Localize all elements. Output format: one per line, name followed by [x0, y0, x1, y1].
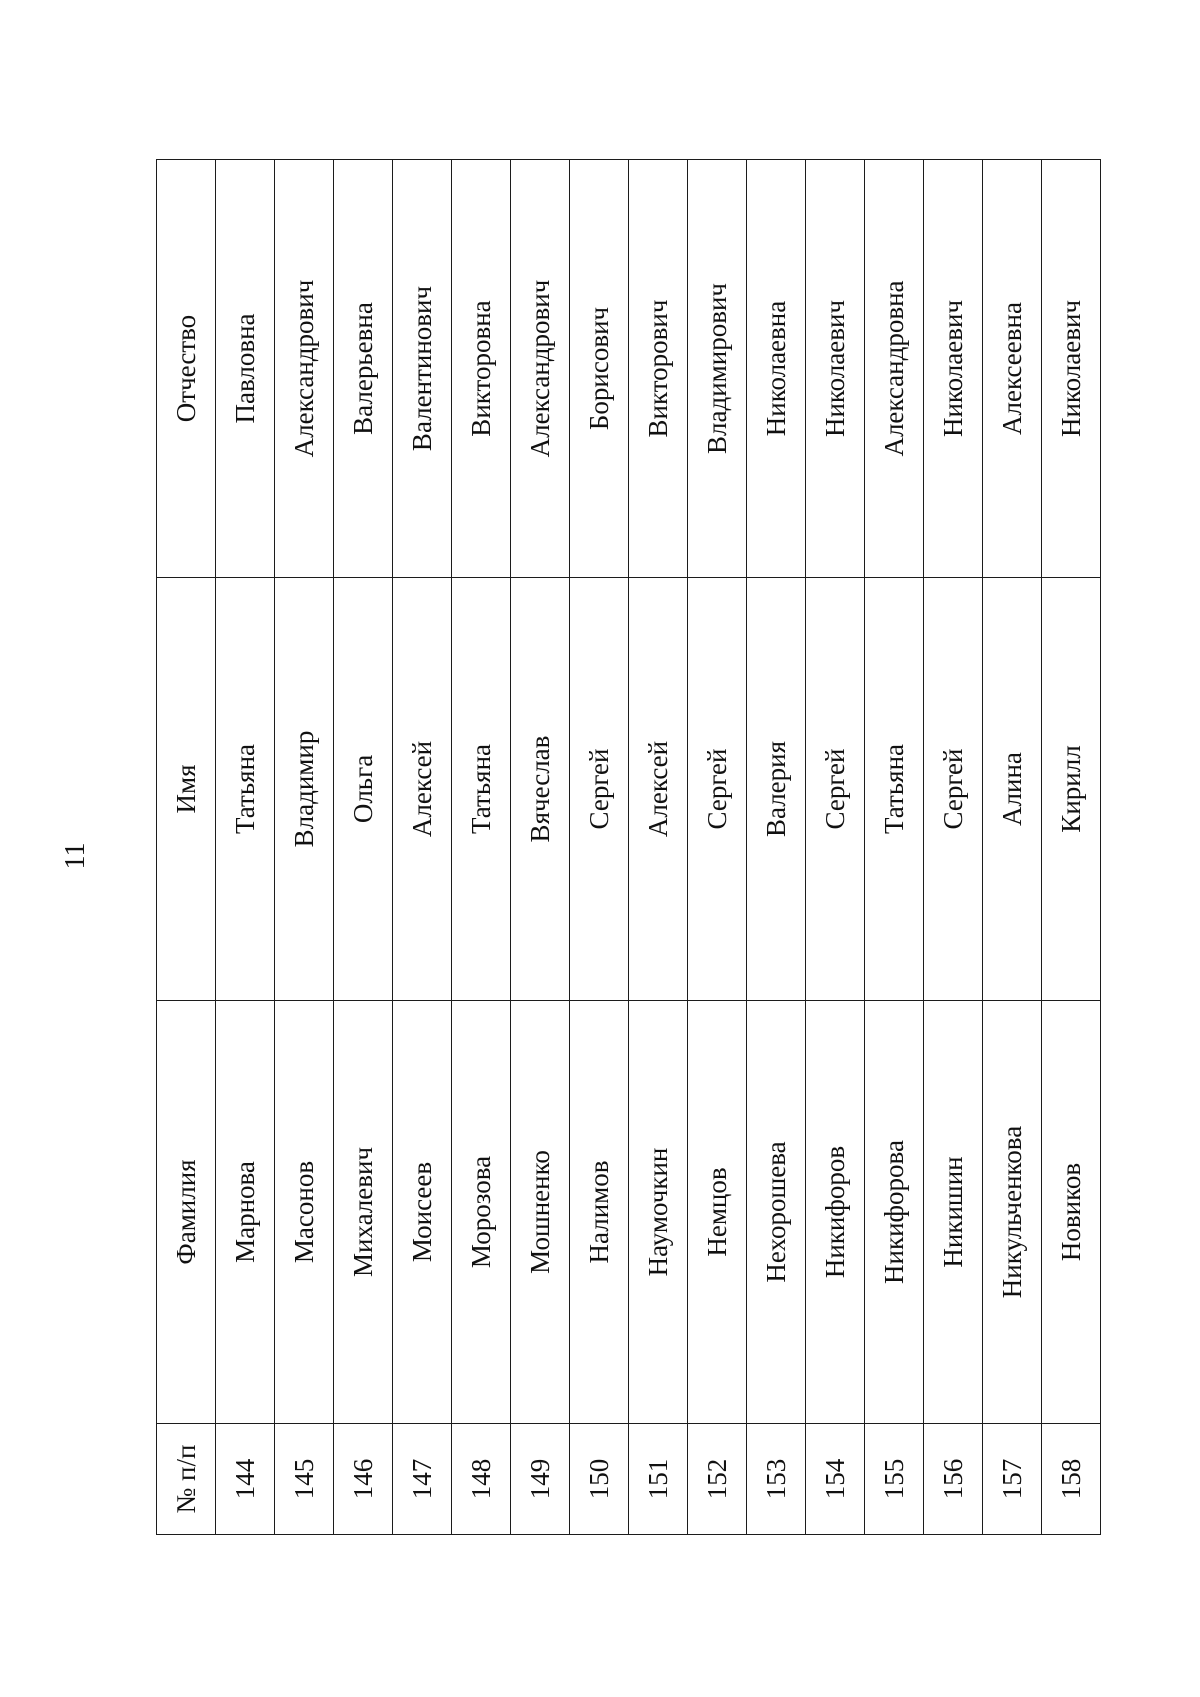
- table-row: [393, 160, 452, 1535]
- cell-number: 144: [216, 1424, 275, 1535]
- cell-patronymic: Валентинович: [393, 160, 452, 578]
- cell-patronymic: Алексеевна: [983, 160, 1042, 578]
- table-header-row: [157, 160, 216, 1535]
- cell-surname: Мошненко: [511, 1001, 570, 1424]
- table-row: [216, 160, 275, 1535]
- cell-first-name: Сергей: [806, 578, 865, 1001]
- table-row: [629, 160, 688, 1535]
- cell-surname: Марнова: [216, 1001, 275, 1424]
- page-number: 11: [60, 842, 91, 870]
- cell-number: 145: [275, 1424, 334, 1535]
- cell-surname: Морозова: [452, 1001, 511, 1424]
- cell-number: 150: [570, 1424, 629, 1535]
- cell-patronymic: Николаевна: [747, 160, 806, 578]
- cell-surname: Немцов: [688, 1001, 747, 1424]
- table-row: [511, 160, 570, 1535]
- cell-surname: Новиков: [1042, 1001, 1101, 1424]
- cell-surname: Никишин: [924, 1001, 983, 1424]
- cell-surname: Нехорошева: [747, 1001, 806, 1424]
- cell-surname: Налимов: [570, 1001, 629, 1424]
- table-row: [452, 160, 511, 1535]
- cell-surname: Михалевич: [334, 1001, 393, 1424]
- roster-table: [156, 159, 1101, 1535]
- table-row: [747, 160, 806, 1535]
- cell-patronymic: Николаевич: [806, 160, 865, 578]
- cell-first-name: Татьяна: [216, 578, 275, 1001]
- cell-number: 151: [629, 1424, 688, 1535]
- cell-number: 149: [511, 1424, 570, 1535]
- cell-surname: Наумочкин: [629, 1001, 688, 1424]
- cell-surname: Никифоров: [806, 1001, 865, 1424]
- cell-first-name: Владимир: [275, 578, 334, 1001]
- cell-patronymic: Николаевич: [924, 160, 983, 578]
- table-row: [924, 160, 983, 1535]
- table-row: [570, 160, 629, 1535]
- table-row: [688, 160, 747, 1535]
- table-row: [983, 160, 1042, 1535]
- cell-first-name: Валерия: [747, 578, 806, 1001]
- cell-number: 147: [393, 1424, 452, 1535]
- cell-number: 157: [983, 1424, 1042, 1535]
- cell-first-name: Алина: [983, 578, 1042, 1001]
- header-patronymic: Отчество: [157, 160, 216, 578]
- table-row: [1042, 160, 1101, 1535]
- table-rotated-container: [156, 160, 1086, 1535]
- cell-first-name: Вячеслав: [511, 578, 570, 1001]
- cell-first-name: Татьяна: [865, 578, 924, 1001]
- cell-number: 154: [806, 1424, 865, 1535]
- cell-number: 158: [1042, 1424, 1101, 1535]
- cell-patronymic: Николаевич: [1042, 160, 1101, 578]
- cell-first-name: Сергей: [688, 578, 747, 1001]
- cell-surname: Масонов: [275, 1001, 334, 1424]
- table-row: [865, 160, 924, 1535]
- table-row: [806, 160, 865, 1535]
- cell-patronymic: Владимирович: [688, 160, 747, 578]
- cell-first-name: Сергей: [924, 578, 983, 1001]
- cell-first-name: Алексей: [629, 578, 688, 1001]
- table-row: [334, 160, 393, 1535]
- cell-first-name: Кирилл: [1042, 578, 1101, 1001]
- cell-number: 148: [452, 1424, 511, 1535]
- cell-surname: Моисеев: [393, 1001, 452, 1424]
- cell-number: 155: [865, 1424, 924, 1535]
- header-number: № п/п: [157, 1424, 216, 1535]
- header-first-name: Имя: [157, 578, 216, 1001]
- cell-first-name: Сергей: [570, 578, 629, 1001]
- cell-number: 146: [334, 1424, 393, 1535]
- cell-number: 152: [688, 1424, 747, 1535]
- cell-number: 156: [924, 1424, 983, 1535]
- cell-surname: Никульченкова: [983, 1001, 1042, 1424]
- cell-patronymic: Викторович: [629, 160, 688, 578]
- cell-surname: Никифорова: [865, 1001, 924, 1424]
- cell-patronymic: Борисович: [570, 160, 629, 578]
- cell-patronymic: Александрович: [275, 160, 334, 578]
- cell-patronymic: Павловна: [216, 160, 275, 578]
- cell-first-name: Татьяна: [452, 578, 511, 1001]
- cell-patronymic: Викторовна: [452, 160, 511, 578]
- cell-patronymic: Александрович: [511, 160, 570, 578]
- cell-patronymic: Александровна: [865, 160, 924, 578]
- cell-number: 153: [747, 1424, 806, 1535]
- header-surname: Фамилия: [157, 1001, 216, 1424]
- cell-first-name: Ольга: [334, 578, 393, 1001]
- cell-patronymic: Валерьевна: [334, 160, 393, 578]
- cell-first-name: Алексей: [393, 578, 452, 1001]
- table-row: [275, 160, 334, 1535]
